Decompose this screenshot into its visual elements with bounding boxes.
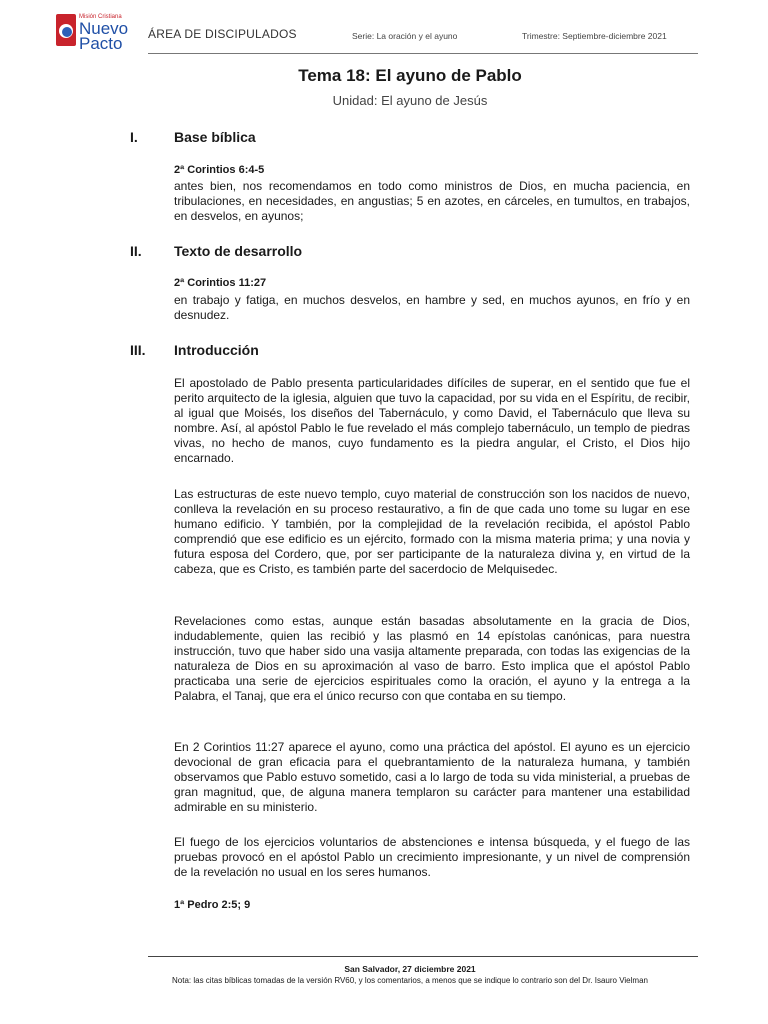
bible-reference: 2ª Corintios 6:4-5 bbox=[174, 164, 265, 176]
logo-word-2: Pacto bbox=[79, 34, 123, 53]
footer-place-date: San Salvador, 27 diciembre 2021 bbox=[344, 964, 476, 974]
section-title: Base bíblica bbox=[174, 129, 256, 145]
bible-reference: 1ª Pedro 2:5; 9 bbox=[174, 899, 251, 911]
paragraph: El apostolado de Pablo presenta particularidades difíciles de superar, en el sentido que fue el perito arquitecto de la iglesia, alguien que tuvo la capacidad, por su vida en el Espíritu, de recibir, al igual que Moisés, los diseños del Tabernáculo, y como David, el Tabernáculo que lleva su nombre. Así, al apóstol Pablo le fue revelado el más complejo tabernáculo, un templo de piedras vivas, no hecho de manos, cuyo fundamento es la piedra angular, el Cristo, el Dios hijo encarnado. bbox=[174, 376, 690, 465]
section-title: Texto de desarrollo bbox=[174, 243, 303, 259]
section-number: II. bbox=[130, 243, 142, 259]
page-subtitle: Unidad: El ayuno de Jesús bbox=[332, 93, 488, 108]
paragraph: En 2 Corintios 11:27 aparece el ayuno, como una práctica del apóstol. El ayuno es un ejercicio devocional de gran eficacia para el quebrantamiento de la naturaleza humana, y también observamos que Pablo estuvo sometido, casi a lo largo de toda su vida ministerial, a pruebas de gran magnitud, que, de alguna manera templaron su carácter para mantener una estabilidad admirable en su ministerio. bbox=[174, 740, 690, 814]
logo-word-1: Nuevo bbox=[79, 19, 129, 38]
paragraph: Las estructuras de este nuevo templo, cuyo material de construcción son los nacidos de nuevo, conlleva la revelación en su proceso restaurativo, a fin de que cada uno tome su lugar en ese humano edificio. Y también, por la complejidad de la revelación recibida, el apóstol Pablo comprendió que ese edificio es un ejército, formado con la misma materia prima; y una novia y futura esposa del Cordero, que, por ser participante de la naturaleza divina y, en virtud de la cabeza, que es Cristo, es también parte del sacerdocio de Melquisedec. bbox=[174, 487, 690, 576]
page-title: Tema 18: El ayuno de Pablo bbox=[298, 66, 522, 85]
bible-reference: 2ª Corintios 11:27 bbox=[174, 277, 267, 289]
page-header bbox=[0, 0, 768, 56]
paragraph: Revelaciones como estas, aunque están basadas absolutamente en la gracia de Dios, indudablemente, quien las recibió y las plasmó en 14 epístolas canónicas, para nuestra instrucción, tuvo que haber sido una vasija altamente preparada, con todas las exigencias de la naturaleza de Dios en su aproximación al vaso de barro. Esto implica que el apóstol Pablo practicaba una serie de ejercicios espirituales como la oración, el ayuno y la entrega a la Palabra, el Tanaj, que era el único recurso con que contaba en su tiempo. bbox=[174, 614, 690, 703]
footer-divider bbox=[148, 956, 698, 957]
section-title: Introducción bbox=[174, 342, 259, 358]
bible-text: antes bien, nos recomendamos en todo como ministros de Dios, en mucha paciencia, en tribulaciones, en necesidades, en angustias; 5 en azotes, en cárceles, en tumultos, en trabajos, en desvelos, en ayunos; bbox=[174, 179, 690, 223]
section-number: I. bbox=[130, 129, 138, 145]
header-divider bbox=[148, 53, 698, 54]
section-number: III. bbox=[130, 342, 146, 358]
logo bbox=[56, 14, 136, 52]
footer-note: Nota: las citas bíblicas tomadas de la versión RV60, y los comentarios, a menos que se indique lo contrario son del Dr. Isauro Vielman bbox=[172, 976, 648, 985]
header-area: ÁREA DE DISCIPULADOS bbox=[148, 27, 297, 41]
paragraph: El fuego de los ejercicios voluntarios de abstenciones e intensa búsqueda, y el fuego de las pruebas provocó en el apóstol Pablo un crecimiento impresionante, y un nivel de comprensión de la revelación no usual en los seres humanos. bbox=[174, 835, 690, 879]
header-trimestre: Trimestre: Septiembre-diciembre 2021 bbox=[522, 31, 667, 41]
header-serie: Serie: La oración y el ayuno bbox=[352, 31, 458, 41]
logo-mark-icon bbox=[56, 14, 76, 46]
bible-text: en trabajo y fatiga, en muchos desvelos, en hambre y sed, en muchos ayunos, en frío y en desnudez. bbox=[174, 293, 690, 322]
logo-tagline: Misión Cristiana bbox=[79, 14, 122, 20]
